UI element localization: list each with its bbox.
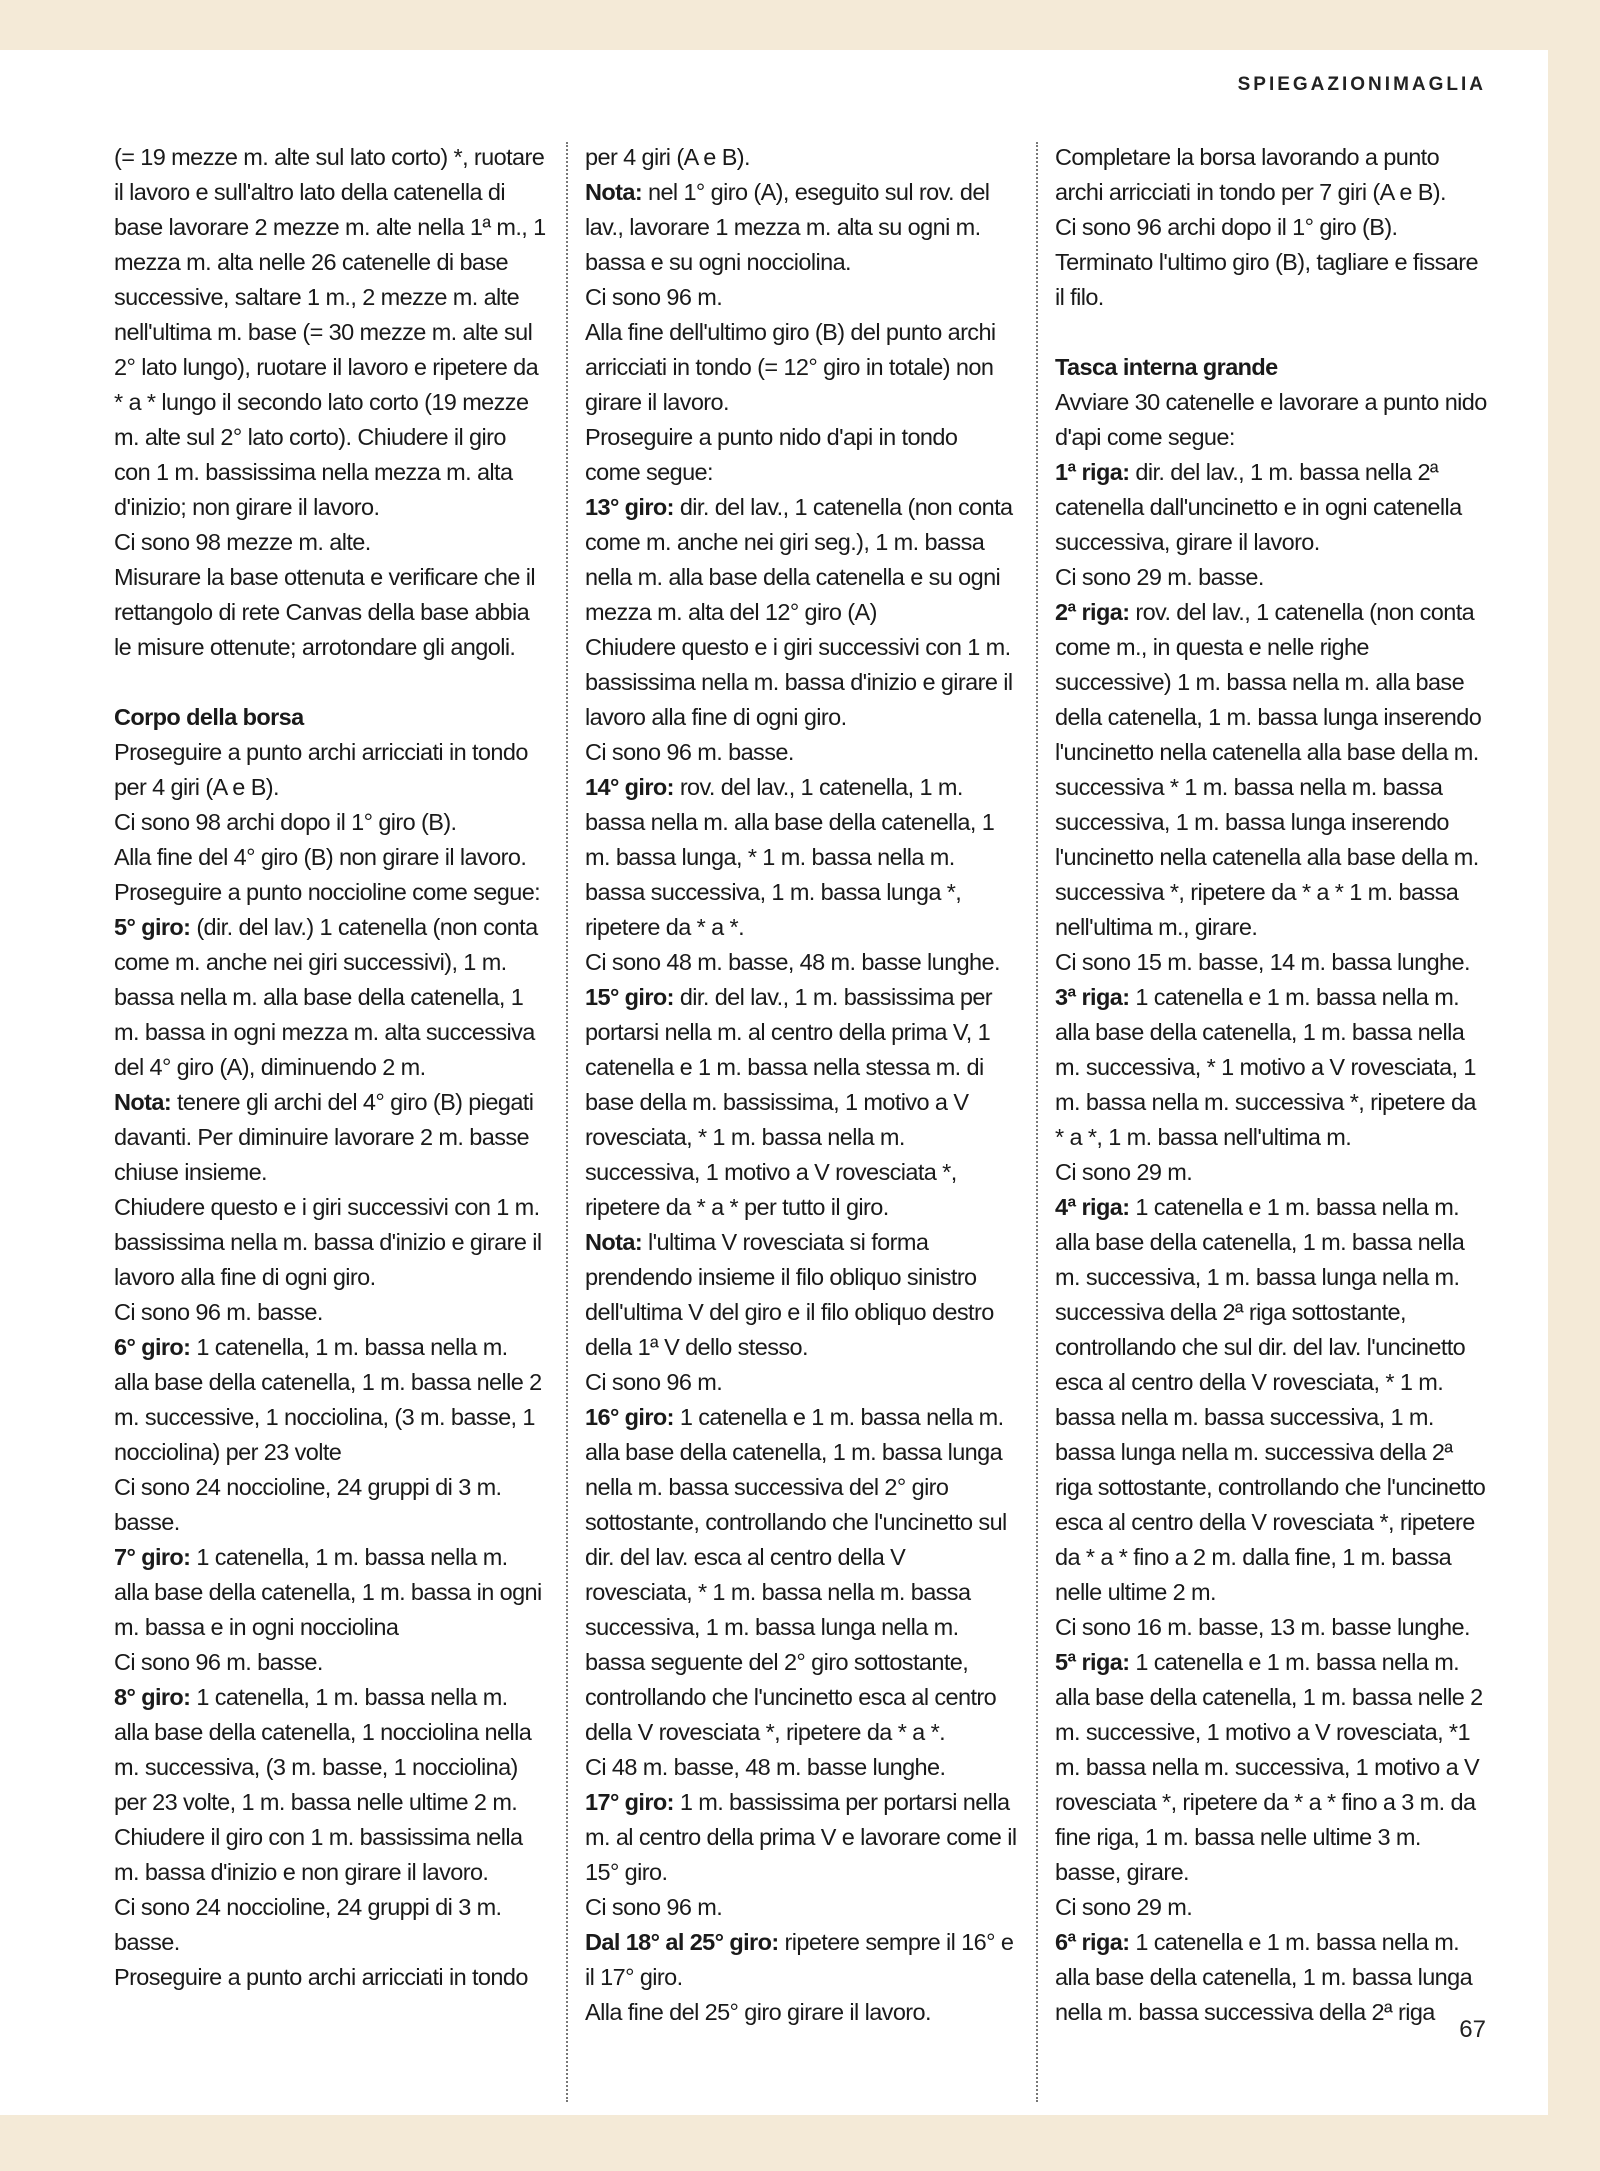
paragraph-text: Ci sono 29 m. [1055, 1894, 1193, 1920]
paragraph-label: Nota: [585, 179, 643, 205]
paragraph-text: Ci 48 m. basse, 48 m. basse lunghe. [585, 1754, 946, 1780]
paragraph-text: dir. del lav., 1 m. bassa nella 2ª catenella dall'uncinetto e in ogni catenella successiva, girare il lavoro. [1055, 459, 1462, 555]
paragraph-text: Proseguire a punto archi arricciati in tondo per 4 giri (A e B). [114, 739, 528, 800]
paragraph-text: Completare la borsa lavorando a punto archi arricciati in tondo per 7 giri (A e B). [1055, 144, 1446, 205]
paragraph [1055, 560, 1490, 595]
paragraph-text: Ci sono 98 mezze m. alte. [114, 529, 371, 555]
paragraph [585, 945, 1017, 980]
paragraph-label: 3ª riga: [1055, 984, 1130, 1010]
paragraph [114, 1295, 546, 1330]
paragraph-text: Ci sono 16 m. basse, 13 m. basse lunghe. [1055, 1614, 1470, 1640]
paragraph [585, 140, 1017, 175]
paragraph [1055, 455, 1490, 560]
paragraph-label: 15° giro: [585, 984, 674, 1010]
paragraph [1055, 140, 1490, 210]
paragraph-label: 2ª riga: [1055, 599, 1130, 625]
paragraph-text: Chiudere il giro con 1 m. bassissima nella m. bassa d'inizio e non girare il lavoro. [114, 1824, 523, 1885]
paragraph [114, 910, 546, 1085]
paragraph [585, 1890, 1017, 1925]
paragraph-text: Ci sono 96 m. [585, 284, 723, 310]
paragraph [585, 280, 1017, 315]
paragraph-text: Ci sono 24 noccioline, 24 gruppi di 3 m. basse. [114, 1474, 502, 1535]
paragraph-text: Ci sono 48 m. basse, 48 m. basse lunghe. [585, 949, 1000, 975]
paragraph-label: 4ª riga: [1055, 1194, 1130, 1220]
paragraph-text: 1 catenella e 1 m. bassa nella m. alla base della catenella, 1 m. bassa lunga nella m. bassa successiva della 2ª riga [1055, 1929, 1473, 2025]
text-column-1 [114, 140, 546, 1995]
paragraph [114, 1085, 546, 1190]
paragraph [585, 1925, 1017, 1995]
paragraph [1055, 1610, 1490, 1645]
paragraph-text: 1 catenella e 1 m. bassa nella m. alla base della catenella, 1 m. bassa nella m. successiva, * 1 motivo a V rovesciata, 1 m. bassa nella m. successiva *, ripetere da * a *, 1 m. bassa nell'ultima m. [1055, 984, 1476, 1150]
paragraph [114, 1540, 546, 1645]
paragraph [585, 1225, 1017, 1365]
paragraph-label: 7° giro: [114, 1544, 191, 1570]
paragraph [585, 1365, 1017, 1400]
paragraph-text: Ci sono 96 m. basse. [585, 739, 794, 765]
paragraph [585, 980, 1017, 1225]
paragraph [114, 1890, 546, 1960]
header-section: SPIEGAZIONI [1237, 74, 1394, 95]
paragraph-text: Chiudere questo e i giri successivi con 1 m. bassissima nella m. bassa d'inizio e girare il lavoro alla fine di ogni giro. [585, 634, 1013, 730]
paragraph [1055, 1925, 1490, 2030]
paragraph-text: 1 catenella, 1 m. bassa nella m. alla base della catenella, 1 nocciolina nella m. successiva, (3 m. basse, 1 nocciolina) per 23 volte, 1 m. bassa nelle ultime 2 m. [114, 1684, 532, 1815]
paragraph [114, 1190, 546, 1295]
paragraph-text: rov. del lav., 1 catenella, 1 m. bassa nella m. alla base della catenella, 1 m. bassa lunga, * 1 m. bassa nella m. bassa successiva, 1 m. bassa lunga *, ripetere da * a *. [585, 774, 995, 940]
text-column-2 [585, 140, 1017, 2030]
paragraph [114, 525, 546, 560]
paragraph-text: l'ultima V rovesciata si forma prendendo insieme il filo obliquo sinistro dell'ultima V del giro e il filo obliquo destro della 1ª V dello stesso. [585, 1229, 994, 1360]
paragraph-text: Ci sono 29 m. basse. [1055, 564, 1264, 590]
paragraph [114, 875, 546, 910]
page-header [1238, 74, 1486, 96]
paragraph-text: Terminato l'ultimo giro (B), tagliare e fissare il filo. [1055, 249, 1478, 310]
paragraph-text: ripetere sempre il 16° e il 17° giro. [585, 1929, 1014, 1990]
paragraph-text: Ci sono 96 m. basse. [114, 1649, 323, 1675]
paragraph [1055, 385, 1490, 455]
paragraph [585, 770, 1017, 945]
paragraph-label: 17° giro: [585, 1789, 674, 1815]
paragraph [1055, 1155, 1490, 1190]
paragraph-text: Alla fine dell'ultimo giro (B) del punto archi arricciati in tondo (= 12° giro in totale) non girare il lavoro. [585, 319, 996, 415]
text-column-3 [1055, 140, 1490, 2030]
paragraph-text: nel 1° giro (A), eseguito sul rov. del lav., lavorare 1 mezza m. alta su ogni m. bassa e su ogni nocciolina. [585, 179, 990, 275]
paragraph-text: dir. del lav., 1 catenella (non conta come m. anche nei giri seg.), 1 m. bassa nella m. alla base della catenella e su ogni mezza m. alta del 12° giro (A) [585, 494, 1013, 625]
paragraph [114, 1820, 546, 1890]
paragraph-label: 14° giro: [585, 774, 674, 800]
paragraph [114, 735, 546, 805]
paragraph [1055, 1190, 1490, 1610]
paragraph-text: 1 catenella e 1 m. bassa nella m. alla base della catenella, 1 m. bassa nelle 2 m. successive, 1 motivo a V rovesciata, *1 m. bassa nella m. successiva, 1 motivo a V rovesciata *, ripetere da * a * fino a 3 m. da fine riga, 1 m. bassa nelle ultime 3 m. basse, girare. [1055, 1649, 1483, 1885]
paragraph [1055, 595, 1490, 945]
header-subsection: MAGLIA [1393, 74, 1486, 95]
section-heading: Tasca interna grande [1055, 354, 1278, 380]
paragraph-label: 5° giro: [114, 914, 191, 940]
paragraph [114, 1960, 546, 1995]
paragraph-text: 1 catenella, 1 m. bassa nella m. alla base della catenella, 1 m. bassa in ogni m. bassa e in ogni nocciolina [114, 1544, 542, 1640]
paragraph-text: Ci sono 96 archi dopo il 1° giro (B). [1055, 214, 1398, 240]
paragraph-label: 13° giro: [585, 494, 674, 520]
paragraph-text: per 4 giri (A e B). [585, 144, 750, 170]
paragraph-text: Ci sono 24 noccioline, 24 gruppi di 3 m. basse. [114, 1894, 502, 1955]
paragraph-text: (dir. del lav.) 1 catenella (non conta come m. anche nei giri successivi), 1 m. bassa nella m. alla base della catenella, 1 m. bassa in ogni mezza m. alta successiva del 4° giro (A), diminuendo 2 m. [114, 914, 538, 1080]
paragraph-label: 16° giro: [585, 1404, 674, 1430]
paragraph [114, 1680, 546, 1820]
paragraph [585, 175, 1017, 280]
paragraph-text: 1 catenella e 1 m. bassa nella m. alla base della catenella, 1 m. bassa nella m. successiva, 1 m. bassa lunga nella m. successiva della 2ª riga sottostante, controllando che sul dir. del lav. l'uncinetto esca al centro della V rovesciata, * 1 m. bassa nella m. bassa successiva, 1 m. bassa lunga nella m. successiva della 2ª riga sottostante, controllando che l'uncinetto esca al centro della V rovesciata *, ripetere da * a * fino a 2 m. dalla fine, 1 m. bassa nelle ultime 2 m. [1055, 1194, 1486, 1605]
paragraph [585, 420, 1017, 490]
paragraph-text: 1 m. bassissima per portarsi nella m. al centro della prima V e lavorare come il 15° giro. [585, 1789, 1017, 1885]
paragraph [114, 140, 546, 525]
paragraph-text: (= 19 mezze m. alte sul lato corto) *, ruotare il lavoro e sull'altro lato della catenella di base lavorare 2 mezze m. alte nella 1ª m., 1 mezza m. alta nelle 26 catenelle di base successive, saltare 1 m., 2 mezze m. alte nell'ultima m. base (= 30 mezze m. alte sul 2° lato lungo), ruotare il lavoro e ripetere da * a * lungo il secondo lato corto (19 mezze m. alte sul 2° lato corto). Chiudere il giro con 1 m. bassissima nella mezza m. alta d'inizio; non girare il lavoro. [114, 144, 546, 520]
paragraph-text: Alla fine del 4° giro (B) non girare il lavoro. [114, 844, 527, 870]
paragraph-text: tenere gli archi del 4° giro (B) piegati davanti. Per diminuire lavorare 2 m. basse chiuse insieme. [114, 1089, 534, 1185]
paragraph-text: Misurare la base ottenuta e verificare che il rettangolo di rete Canvas della base abbia le misure ottenute; arrotondare gli angoli. [114, 564, 536, 660]
section-heading: Corpo della borsa [114, 704, 304, 730]
paragraph [1055, 1890, 1490, 1925]
paragraph-label: Nota: [114, 1089, 172, 1115]
paragraph [1055, 945, 1490, 980]
paragraph [585, 1785, 1017, 1890]
paragraph-text: 1 catenella e 1 m. bassa nella m. alla base della catenella, 1 m. bassa lunga nella m. bassa successiva del 2° giro sottostante, controllando che l'uncinetto sul dir. del lav. esca al centro della V rovesciata, * 1 m. bassa nella m. bassa successiva, 1 m. bassa lunga nella m. bassa seguente del 2° giro sottostante, controllando che l'uncinetto esca al centro della V rovesciata *, ripetere da * a *. [585, 1404, 1007, 1745]
paragraph-text: Avviare 30 catenelle e lavorare a punto nido d'api come segue: [1055, 389, 1487, 450]
paragraph-label: 1ª riga: [1055, 459, 1130, 485]
paragraph-label: 6° giro: [114, 1334, 191, 1360]
paragraph-text: Proseguire a punto noccioline come segue: [114, 879, 541, 905]
paragraph [585, 630, 1017, 735]
paragraph [114, 560, 546, 665]
paragraph-text: rov. del lav., 1 catenella (non conta come m., in questa e nelle righe successive) 1 m. bassa nella m. alla base della catenella, 1 m. bassa lunga inserendo l'uncinetto nella catenella alla base della m. successiva * 1 m. bassa nella m. bassa successiva, 1 m. bassa lunga inserendo l'uncinetto nella catenella alla base della m. successiva *, ripetere da * a * 1 m. bassa nell'ultima m., girare. [1055, 599, 1482, 940]
paragraph-label: Nota: [585, 1229, 643, 1255]
paragraph-text: Ci sono 15 m. basse, 14 m. bassa lunghe. [1055, 949, 1470, 975]
paragraph-label: Dal 18° al 25° giro: [585, 1929, 779, 1955]
paragraph-text: Ci sono 29 m. [1055, 1159, 1193, 1185]
paragraph-text: Ci sono 96 m. [585, 1894, 723, 1920]
paragraph-text: Alla fine del 25° giro girare il lavoro. [585, 1999, 931, 2025]
paragraph [114, 805, 546, 840]
magazine-page [0, 50, 1548, 2115]
column-divider [566, 142, 568, 2102]
page-number: 67 [1459, 2016, 1486, 2043]
paragraph-label: 5ª riga: [1055, 1649, 1130, 1675]
paragraph [585, 490, 1017, 630]
paragraph-text: Ci sono 96 m. basse. [114, 1299, 323, 1325]
paragraph [114, 840, 546, 875]
paragraph-label: 8° giro: [114, 1684, 191, 1710]
paragraph [114, 1645, 546, 1680]
paragraph-text: dir. del lav., 1 m. bassissima per portarsi nella m. al centro della prima V, 1 catenella e 1 m. bassa nella stessa m. di base della m. bassissima, 1 motivo a V rovesciata, * 1 m. bassa nella m. successiva, 1 motivo a V rovesciata *, ripetere da * a * per tutto il giro. [585, 984, 993, 1220]
paragraph [585, 315, 1017, 420]
paragraph [585, 735, 1017, 770]
paragraph-text: 1 catenella, 1 m. bassa nella m. alla base della catenella, 1 m. bassa nelle 2 m. successive, 1 nocciolina, (3 m. basse, 1 nocciolina) per 23 volte [114, 1334, 542, 1465]
paragraph-text: Proseguire a punto nido d'api in tondo come segue: [585, 424, 958, 485]
paragraph [1055, 245, 1490, 315]
column-divider [1036, 142, 1038, 2102]
paragraph-text: Proseguire a punto archi arricciati in tondo [114, 1964, 528, 1990]
paragraph [585, 1995, 1017, 2030]
paragraph-text: Ci sono 98 archi dopo il 1° giro (B). [114, 809, 457, 835]
paragraph [114, 1470, 546, 1540]
paragraph-text: Ci sono 96 m. [585, 1369, 723, 1395]
paragraph-text: Chiudere questo e i giri successivi con 1 m. bassissima nella m. bassa d'inizio e girare il lavoro alla fine di ogni giro. [114, 1194, 542, 1290]
paragraph [585, 1750, 1017, 1785]
paragraph [1055, 980, 1490, 1155]
paragraph [114, 1330, 546, 1470]
paragraph-label: 6ª riga: [1055, 1929, 1130, 1955]
paragraph [1055, 1645, 1490, 1890]
paragraph [585, 1400, 1017, 1750]
paragraph [1055, 210, 1490, 245]
